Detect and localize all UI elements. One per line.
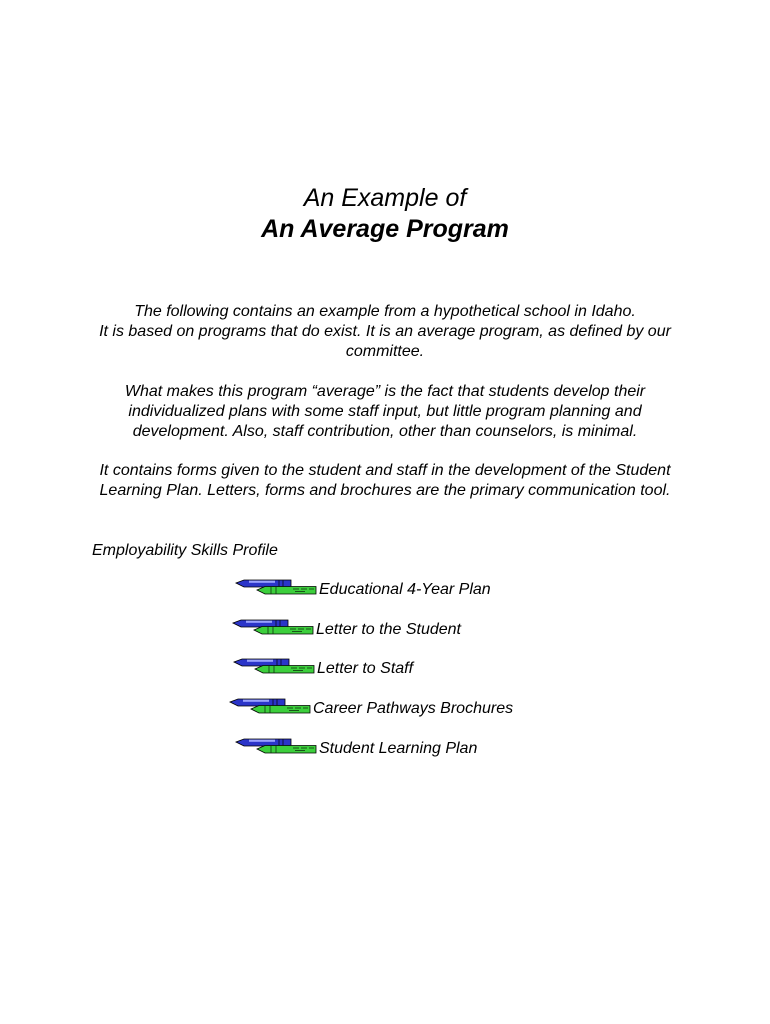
average-paragraph [60, 382, 710, 442]
average-line: development. Also, staff contribution, other than counselors, is minimal. [132, 423, 638, 440]
intro-line: committee. [345, 343, 425, 360]
item-label: Letter to the Student [316, 621, 461, 638]
item-label: Educational 4-Year Plan [319, 581, 491, 598]
item-label: Student Learning Plan [319, 740, 478, 757]
average-line: What makes this program “average” is the fact that students develop their [124, 383, 646, 400]
crayons-icon [233, 657, 315, 679]
intro-paragraph [60, 302, 710, 362]
average-line: individualized plans with some staff input, but little program planning and [128, 403, 642, 420]
intro-line: It is based on programs that do exist. It is an average program, as defined by our [99, 323, 671, 340]
item-label: Career Pathways Brochures [313, 700, 514, 717]
forms-line: Learning Plan. Letters, forms and brochures are the primary communication tool. [99, 482, 671, 499]
intro-line: The following contains an example from a hypothetical school in Idaho. [134, 303, 636, 320]
employability-skills-profile-label: Employability Skills Profile [92, 542, 278, 559]
crayons-icon [235, 737, 317, 759]
crayons-icon [232, 618, 314, 640]
page-title-line-1: An Example of [303, 184, 467, 212]
crayons-icon [229, 697, 311, 719]
crayons-icon [235, 578, 317, 600]
page-title-line-2: An Average Program [261, 215, 509, 243]
forms-paragraph [60, 461, 710, 501]
forms-line: It contains forms given to the student and staff in the development of the Student [99, 462, 671, 479]
item-label: Letter to Staff [317, 660, 414, 677]
